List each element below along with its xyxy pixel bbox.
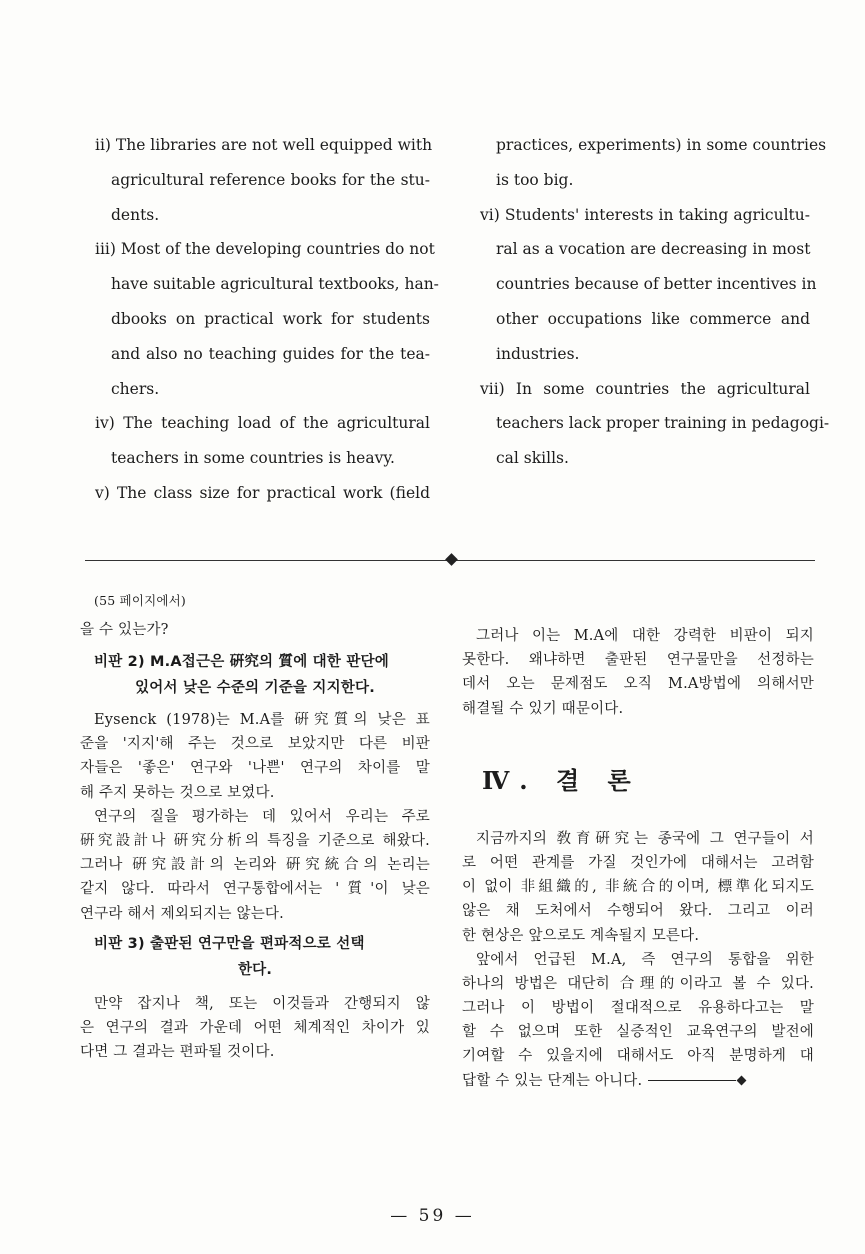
critique-3-heading [80,932,430,984]
text-line: dents. [111,205,160,224]
text-line: 硏究設計나 硏究分析의 특징을 기준으로 해왔다. [80,832,430,849]
text-line: 은 연구의 결과 가운데 어떤 체계적인 차이가 있 [80,1019,430,1036]
text-line: 다면 그 결과는 편파될 것이다. [80,1044,275,1061]
text-line: countries because of better incentives in [496,275,817,294]
paragraph [462,948,814,1093]
text-line: have suitable agricultural textbooks, han- [111,275,439,294]
paragraph [80,992,430,1065]
korean-left-column [80,584,430,1064]
text-line: 데서 오는 문제점도 오직 M.A방법에 의해서만 [462,676,814,693]
text-line: 해결될 수 있기 때문이다. [462,700,624,717]
text-line: 그러나 이 방법이 절대적으로 유용하다고는 말 [462,1000,814,1017]
text-line: teachers lack proper training in pedagogi- [496,414,830,433]
text-line: 답할 수 있는 단계는 아니다. [462,1072,643,1089]
text-line: iii) Most of the developing countries do not [95,240,435,259]
paragraph [80,805,430,926]
end-line [462,1069,814,1093]
text-line: 한 현상은 앞으로도 계속될지 모른다. [462,927,700,944]
section-heading: Ⅳ. 결 론 [482,765,641,795]
text-line: 같지 않다. 따라서 연구통합에서는 '質'이 낮은 [80,881,430,898]
text-line: is too big. [496,170,574,189]
text-line: 지금까지의 敎育硏究는 종국에 그 연구들이 서 [476,830,814,847]
diamond-icon [445,553,458,566]
text-line: 하나의 방법은 대단히 合理的이라고 볼 수 있다. [462,975,814,992]
page-number: — 59 — [390,1206,475,1226]
source-note: (55 페이지에서) [94,593,187,608]
text-line: 그러나 硏究設計의 논리와 硏究統合의 논리는 [80,857,430,874]
text-line: 준을 '지지'해 주는 것으로 보았지만 다른 비판 [80,736,430,753]
end-rule [648,1080,736,1081]
text-line: 기여할 수 있을지에 대해서도 아직 분명하게 대 [462,1048,814,1065]
text-line: 앞에서 언급된 M.A, 즉 연구의 통합을 위한 [476,951,814,968]
section-divider [85,555,815,567]
text-line: 자들은 '좋은' 연구와 '나쁜' 연구의 차이를 말 [80,760,430,777]
text-line: 만약 잡지나 책, 또는 이것들과 간행되지 않 [94,995,430,1012]
text-line: ral as a vocation are decreasing in most [496,240,811,259]
diamond-icon [737,1076,747,1086]
text-line: 않은 채 도처에서 수행되어 왔다. 그리고 이러 [462,903,814,920]
text-line: vi) Students' interests in taking agricultu- [480,205,810,224]
critique-line: 있어서 낮은 수준의 기준을 지지한다. [135,680,375,696]
text-line: industries. [496,344,580,363]
text-line: practices, experiments) in some countries [496,136,827,154]
text-line: vii) In some countries the agricultural [480,379,810,398]
text-line: chers. [111,379,160,398]
critique-line: 한다. [237,961,273,978]
text-line: other occupations like commerce and [496,309,810,328]
text-line: v) The class size for practical work (field [95,483,430,502]
text-line: 해 주지 못하는 것으로 보였다. [80,784,275,801]
text-line: dbooks on practical work for students [111,309,430,328]
text-line: agricultural reference books for the stu- [111,170,430,189]
text-line: 로 어떤 관계를 가질 것인가에 대해서는 고려함 [462,854,814,871]
text-line: Eysenck (1978)는 M.A를 硏究質의 낮은 표 [94,712,430,728]
text-line: 그러나 이는 M.A에 대한 강력한 비판이 되지 [476,628,814,644]
text-line: and also no teaching guides for the tea- [111,344,430,363]
korean-right-column [462,624,814,1093]
text-line: ii) The libraries are not well equipped with [95,136,433,154]
text-line: 못한다. 왜냐하면 출판된 연구물만을 선정하는 [462,652,814,669]
english-right-column [480,133,830,481]
text-line: 연구라 해서 제외되지는 않는다. [80,905,284,922]
text-line: iv) The teaching load of the agricultural [95,414,430,433]
paragraph [80,708,430,805]
critique-line: 비판 3) 출판된 연구만을 편파적으로 선택 [94,935,365,952]
text-line: 이 없이 非組織的, 非統合的이며, 標準化되지도 [462,879,814,896]
text-line: teachers in some countries is heavy. [111,449,395,468]
continuation-line: 을 수 있는가? [80,622,169,638]
critique-line: 비판 2) M.A접근은 硏究의 質에 대한 판단에 [94,654,389,670]
english-left-column [95,133,439,516]
text-line: cal skills. [496,449,569,468]
critique-2-heading [80,650,430,702]
text-line: 연구의 질을 평가하는 데 있어서 우리는 주로 [94,808,430,825]
paragraph [462,624,814,721]
text-line: 할 수 없으며 또한 실증적인 교육연구의 발전에 [462,1024,814,1041]
paragraph [462,827,814,948]
